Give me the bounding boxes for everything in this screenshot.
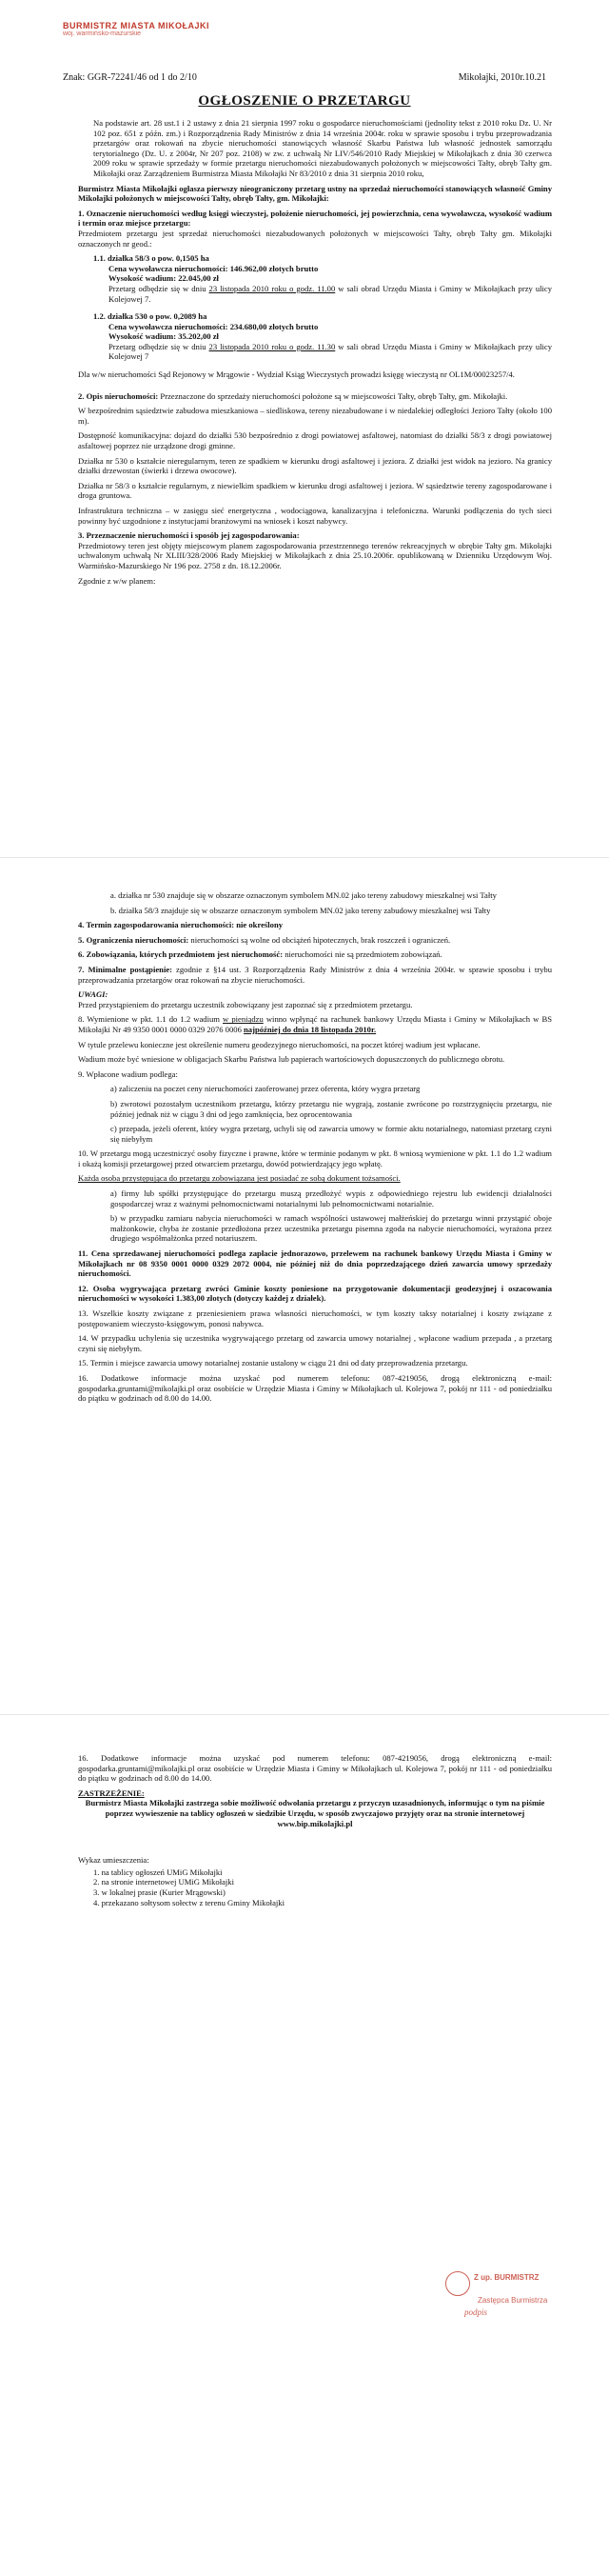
posting-list bbox=[78, 1867, 552, 1907]
announcement: Burmistrz Miasta Mikołajki ogłasza pierwszy nieograniczony przetarg ustny na sprzedaż nieruchomości stanowiących własność Gminy Mikołajki położonych w miejscowości Tałty, obręb Tałty, gm. Mikołajki: bbox=[78, 183, 552, 204]
section-9: 9. Wpłacone wadium podlega: bbox=[78, 1068, 178, 1079]
section-11: 11. Cena sprzedawanej nieruchomości podlega zapłacie jednorazowo, przelewem na rachunek bankowy Urzędu Miasta i Gminy w Mikołajkach nr 08 9350 0001 0000 0329 2072 0004, nie później niż do dnia poprzedzającego dzień zawarcia umowy sprzedaży nieruchomości. bbox=[78, 1248, 552, 1279]
parcel-1-2: 1.2. działka 530 o pow. 0,2089 ha Cena wywoławcza nieruchomości: 234.680,00 złotych brutto Wysokość wadium: 35.202,00 zł Przetarg odbędzie się w dniu 23 listopada 2010 roku o godz. 11.30 w sali obrad Urzędu Miasta i Gminy w Mikołajkach przy ulicy Kolejowej 7 bbox=[93, 311, 552, 362]
section-3-text: Przedmiotowy teren jest objęty miejscowym planem zagospodarowania przestrzennego terenów rekreacyjnych w obrębie Tałty gm. Mikołajki uchwalonym uchwałą Nr XLIII/328/2006 Rady Miejskiej w Mikołajkach z dnia 25.10.2006r. opublikowaną w Dzienniku Urzędowym Woj. Warmińsko-Mazurskiego Nr 196 poz. 2758 z dn. 18.12.2006r. bbox=[78, 540, 552, 570]
plan-item-b: b. działka 58/3 znajduje się w obszarze oznaczonym symbolem MN.02 jako tereny zabudowy mieszkalnej wsi Tałty bbox=[110, 905, 491, 915]
list-item: 4. przekazano sołtysom sołectw z terenu Gminy Mikołajki bbox=[93, 1897, 285, 1907]
page-2 bbox=[0, 857, 609, 1715]
section-10: 10. W przetargu mogą uczestniczyć osoby fizyczne i prawne, które w terminie podanym w pkt. 8 wniosą wymienione w pkt. 1.1 do 1.2 wadium i okażą komisji przetargowej przed otwarciem przetargu, dowód potwierdzający jego wpłatę. bbox=[78, 1148, 552, 1168]
land-register-note: Dla w/w nieruchomości Sąd Rejonowy w Mrągowie - Wydział Ksiąg Wieczystych prowadzi księgę wieczystą nr OL1M/00023257/4. bbox=[78, 369, 515, 380]
office-stamp: BURMISTRZ MIASTA MIKOŁAJKI woj. warmińsko-mazurskie bbox=[63, 21, 209, 37]
plan-item-a: a. działka nr 530 znajduje się w obszarze oznaczonym symbolem MN.02 jako tereny zabudowy mieszkalnej wsi Tałty bbox=[110, 890, 497, 900]
intro-paragraph: Na podstawie art. 28 ust.1 i 2 ustawy z dnia 21 sierpnia 1997 roku o gospodarce nieruchomościami (jednolity tekst z 2010 roku Dz. U. Nr 102 poz. 651 z późn. zm.) i Rozporządzenia Rady Ministrów z dnia 14 września 2004r. roku w sprawie sposobu i trybu przeprowadzania przetargów oraz rokowań na zbycie nieruchomości stanowiących własność Skarbu Państwa lub własność jednostek samorządu terytorialnego (Dz. U. z 2004r, Nr 207 poz. 2108) w zw. z uchwałą Nr LIV/546/2010 Rady Miejskiej w Mikołajkach z dnia 30 czerwca 2009 roku w sprawie sprzedaży w formie przetargu nieruchomości niezabudowanych położonych w miejscowości Tałty, obręb Tałty gm. Mikołajki oraz Zarządzeniem Burmistrza Miasta Mikołajki Nr 83/2010 z dnia 31 sierpnia 2010 roku, bbox=[93, 118, 552, 178]
section-1-heading: 1. Oznaczenie nieruchomości według księgi wieczystej, położenie nieruchomości, jej powierzchnia, cena wywoławcza, wysokość wadium i termin oraz miejsce przetargu: bbox=[78, 208, 552, 229]
section-15: 15. Termin i miejsce zawarcia umowy notarialnej zostanie ustalony w ciągu 21 dni od daty przeprowadzenia przetargu. bbox=[78, 1358, 468, 1368]
section-1-text: Przedmiotem przetargu jest sprzedaż nieruchomości niezabudowanych położonych w miejscowości Tałty, obręb Tałty gm. Mikołajki oznaczonych nr geod.: bbox=[78, 228, 552, 249]
reservation-heading: ZASTRZEŻENIE: bbox=[78, 1787, 145, 1798]
page-1-body: Na podstawie art. 28 ust.1 i 2 ustawy z dnia 21 sierpnia 1997 roku o gospodarce nieruchomościami (jednolity tekst z 2010 roku Dz. U. Nr 102 poz. 651 z późn. zm.) i Rozporządzenia Rady Ministrów z dnia 14 września 2004r. roku w sprawie sposobu i trybu przeprowadzania przetargów oraz rokowań na zbycie nieruchomości stanowiących własność Skarbu Państwa lub własność jednostek samorządu terytorialnego (Dz. U. z 2004r, Nr 207 poz. 2108) w zw. z uchwałą Nr LIV/546/2010 Rady Miejskiej w Mikołajkach z dnia 30 czerwca 2009 roku w sprawie sprzedaży w formie przetargu nieruchomości niezabudowanych położonych w miejscowości Tałty, obręb Tałty gm. Mikołajki oraz Zarządzeniem Burmistrza Miasta Mikołajki Nr 83/2010 z dnia 31 sierpnia 2010 roku, Burmistrz Miasta Mikołajki ogłasza pierwszy nieograniczony przetarg ustny na sprzedaż nieruchomości stanowiących własność Gminy Mikołajki położonych w miejscowości Tałty, obręb Tałty, gm. Mikołajki: 1. Oznaczenie nieruchomości według księgi wieczystej, położenie nieruchomości, jej powierzchnia, cena wywoławcza, wysokość wadium i termin oraz miejsce przetargu: Przedmiotem przetargu jest sprzedaż nieruchomości niezabudowanych położonych w miejscowości Tałty, obręb Tałty gm. Mikołajki oznaczonych nr geod.: 1.1. działka 58/3 o pow. 0,1505 ha Cena wywoławcza nieruchomości: 146.962,00 złotych brutto Wysokość wadium: 22.045,00 zł Przetarg odbędzie się w dniu 23 listopada 2010 roku o godz. 11.00 w sali obrad Urzędu Miasta i Gminy w Mikołajkach przy ulicy Kolejowej 7. 1.2. działka 530 o pow. 0,2089 ha Cena wywoławcza nieruchomości: 234.680,00 złotych brutto Wysokość wadium: 35.202,00 zł Przetarg odbędzie się w dniu 23 listopada 2010 roku o godz. 11.30 w sali obrad Urzędu Miasta i Gminy w Mikołajkach przy ulicy Kolejowej 7 Dla w/w nieruchomości Sąd Rejonowy w Mrągowie - Wydział Ksiąg Wieczystych prowadzi księgę wieczystą nr OL1M/00023257/4. 2. Opis nieruchomości: Przeznaczone do sprzedaży nieruchomości położone są w miejscowości Tałty, obręb Tałty, gm. Mikołajki. W bezpośrednim sąsiedztwie zabudowa mieszkaniowa – siedliskowa, tereny niezabudowane i w niedalekiej odległości Jezioro Tałty (około 100 m). Dostępność komunikacyjna: dojazd do działki 530 bezpośrednio z drogi powiatowej asfaltowej, natomiast do działki 58/3 z drogi powiatowej asfaltowej poprzez nie urządzone drogi gminne. Działka nr 530 o kształcie nieregularnym, teren ze spadkiem w kierunku drogi asfaltowej i jeziora. Z działki jest widok na jezioro. Na granicy działki drzewostan (świerki i drzewa owocowe). Działka nr 58/3 o kształcie regularnym, z niewielkim spadkiem w kierunku drogi asfaltowej i jeziora. W sąsiedztwie tereny zagospodarowane i droga gruntowa. Infrastruktura techniczna – w zasięgu sieć energetyczna , wodociągowa, kanalizacyjna i telefoniczna. Warunki podłączenia do tych sieci powinny być uzgodnione z instytucjami branżowymi na wniosek i koszt nabywcy. 3. Przeznaczenie nieruchomości i sposób jej zagospodarowania: Przedmiotowy teren jest objęty miejscowym planem zagospodarowania przestrzennego terenów rekreacyjnych w obrębie Tałty gm. Mikołajki uchwalonym uchwałą Nr XLIII/328/2006 Rady Miejskiej w Mikołajkach z dnia 25.10.2006r. opublikowaną w Dzienniku Urzędowym Woj. Warmińsko-Mazurskiego Nr 196 poz. 2758 z dn. 18.12.2006r. Zgodnie z w/w planem: bbox=[78, 118, 552, 586]
page-1 bbox=[0, 0, 609, 857]
section-6: 6. Zobowiązania, których przedmiotem jest nieruchomość: nieruchomości nie są przedmiotem zobowiązań. bbox=[78, 949, 442, 960]
section-7: 7. Minimalne postąpienie: zgodnie z §14 ust. 3 Rozporządzenia Rady Ministrów z dnia 4 września 2004r. w sprawie sposobu i trybu przeprowadzania przetargów oraz rokowań na zbycie nieruchomości. bbox=[78, 964, 552, 985]
seal-icon bbox=[445, 2271, 470, 2296]
list-item: 3. w lokalnej prasie (Kurier Mrągowski) bbox=[93, 1887, 226, 1897]
section-14: 14. W przypadku uchylenia się uczestnika wygrywającego przetarg od zawarcia umowy notarialnej , wpłacone wadium przepada , a przetarg czyni się niebyłym. bbox=[78, 1333, 552, 1353]
page-3 bbox=[0, 1714, 609, 2576]
document-sign-number: Znak: GGR-72241/46 od 1 do 2/10 bbox=[63, 72, 197, 83]
section-16: 16. Dodatkowe informacje można uzyskać pod numerem telefonu: 087-4219056, drogą elektroniczną e-mail: gospodarka.gruntami@mikolajki.pl oraz osobiście w Urzędzie Miasta i Gminy w Mikołajkach ul. Kolejowa 7, pokój nr 111 - od poniedziałku do piątku w godzinach od 8.00 do 14.00. bbox=[78, 1372, 552, 1404]
posting-list-heading: Wykaz umieszczenia: bbox=[78, 1855, 149, 1866]
reservation-text: Burmistrz Miasta Mikołajki zastrzega sobie możliwość odwołania przetargu z przyczyn uzasadnionych, informując o tym na piśmie poprzez wywieszenie na tablicy ogłoszeń w siedzibie Urzędu, w sposób zwyczajowo przyjęty oraz na stronie internetowej www.bip.mikolajki.pl bbox=[85, 1798, 545, 1828]
section-3-heading: 3. Przeznaczenie nieruchomości i sposób jej zagospodarowania: bbox=[78, 530, 300, 541]
uwagi-heading: UWAGI: bbox=[78, 989, 108, 1000]
page-title: OGŁOSZENIE O PRZETARGU bbox=[198, 93, 411, 109]
signature-stamp: Z up. BURMISTRZ Zastępca Burmistrza podpis bbox=[445, 2271, 550, 2328]
contact-info: 16. Dodatkowe informacje można uzyskać pod numerem telefonu: 087-4219056, drogą elektroniczną e-mail: gospodarka.gruntami@mikolajki.pl oraz osobiście w Urzędzie Miasta i Gminy w Mikołajkach ul. Kolejowa 7, pokój nr 111 - od poniedziałku do piątku w godzinach od 8.00 do 14.00. bbox=[78, 1753, 552, 1784]
place-date: Mikołajki, 2010r.10.21 bbox=[458, 72, 546, 83]
section-13: 13. Wszelkie koszty związane z przeniesieniem prawa własności nieruchomości, w tym koszty taksy notarialnej i koszty związane z postępowaniem wieczysto-księgowym, ponosi nabywca. bbox=[78, 1308, 552, 1328]
page-2-body: a. działka nr 530 znajduje się w obszarze oznaczonym symbolem MN.02 jako tereny zabudowy mieszkalnej wsi Tałty b. działka 58/3 znajduje się w obszarze oznaczonym symbolem MN.02 jako tereny zabudowy mieszkalnej wsi Tałty 4. Termin zagospodarowania nieruchomości: nie określony 5. Ograniczenia nieruchomości: nieruchomości są wolne od obciążeń hipotecznych, brak roszczeń i ograniczeń. 6. Zobowiązania, których przedmiotem jest nieruchomość: nieruchomości nie są przedmiotem zobowiązań. 7. Minimalne postąpienie: zgodnie z §14 ust. 3 Rozporządzenia Rady Ministrów z dnia 4 września 2004r. w sprawie sposobu i trybu przeprowadzania przetargów oraz rokowań na zbycie nieruchomości. UWAGI: Przed przystąpieniem do przetargu uczestnik zobowiązany jest zapoznać się z przedmiotem przetargu. 8. Wymienione w pkt. 1.1 do 1.2 wadium w pieniądzu winno wpłynąć na rachunek bankowy Urzędu Miasta i Gminy w Mikołajkach w BS Mikołajki Nr 49 9350 0001 0000 0329 2076 0006 najpóźniej do dnia 18 listopada 2010r. W tytule przelewu konieczne jest określenie numeru geodezyjnego nieruchomości, na poczet której wadium jest wpłacane. Wadium może być wniesione w obligacjach Skarbu Państwa lub papierach wartościowych dopuszczonych do publicznego obrotu. 9. Wpłacone wadium podlega: a) zaliczeniu na poczet ceny nieruchomości zaoferowanej przez oferenta, który wygra przetarg b) zwrotowi pozostałym uczestnikom przetargu, którzy przetargu nie wygrają, zostanie zwrócone po rozstrzygnięciu przetargu, nie później jednak niż w ciągu 3 dni od jego zamknięcia, bez oprocentowania c) przepada, jeżeli oferent, który wygra przetarg, uchyli się od zawarcia umowy w formie aktu notarialnego, natomiast przetarg czyni się niebyłym 10. W przetargu mogą uczestniczyć osoby fizyczne i prawne, które w terminie podanym w pkt. 8 wniosą wymienione w pkt. 1.1 do 1.2 wadium i okażą komisji przetargowej przed otwarciem przetargu, dowód potwierdzający jego wpłatę. Każda osoba przystępująca do przetargu zobowiązana jest posiadać ze sobą dokument tożsamości. a) firmy lub spółki przystępujące do przetargu muszą przedłożyć wypis z odpowiedniego rejestru lub ewidencji działalności gospodarczej wraz z ważnymi pełnomocnictwami notarialnymi lub pełnomocnictwami notarialnie. b) w przypadku zamiaru nabycia nieruchomości w ramach wspólności ustawowej małżeńskiej do przetargu winni przystąpić oboje małżonkowie, chyba że zostanie przedłożona przez uczestnika przetargu pisemna zgoda na nabycie nieruchomości, wyrażona przez drugiego współmałżonka przed notariuszem. 11. Cena sprzedawanej nieruchomości podlega zapłacie jednorazowo, przelewem na rachunek bankowy Urzędu Miasta i Gminy w Mikołajkach nr 08 9350 0001 0000 0329 2072 0004, nie później niż do dnia poprzedzającego dzień zawarcia umowy sprzedaży nieruchomości. 12. Osoba wygrywająca przetarg zwróci Gminie koszty poniesione na przygotowanie dokumentacji geodezyjnej i oszacowania nieruchomości w wysokości 1.383,00 złotych (dotyczy każdej z działek). 13. Wszelkie koszty związane z przeniesieniem prawa własności nieruchomości, w tym koszty taksy notarialnej i koszty związane z postępowaniem wieczysto-księgowym, ponosi nabywca. 14. W przypadku uchylenia się uczestnika wygrywającego przetarg od zawarcia umowy notarialnej , wpłacone wadium przepada , a przetarg czyni się niebyłym. 15. Termin i miejsce zawarcia umowy notarialnej zostanie ustalony w ciągu 21 dni od daty przeprowadzenia przetargu. 16. Dodatkowe informacje można uzyskać pod numerem telefonu: 087-4219056, drogą elektroniczną e-mail: gospodarka.gruntami@mikolajki.pl oraz osobiście w Urzędzie Miasta i Gminy w Mikołajkach ul. Kolejowa 7, pokój nr 111 - od poniedziałku do piątku w godzinach od 8.00 do 14.00. bbox=[78, 890, 552, 1404]
list-item: 2. na stronie internetowej UMiG Mikołajki bbox=[93, 1877, 234, 1887]
section-8: 8. Wymienione w pkt. 1.1 do 1.2 wadium w pieniądzu winno wpłynąć na rachunek bankowy Urzędu Miasta i Gminy w Mikołajkach w BS Mikołajki Nr 49 9350 0001 0000 0329 2076 0006 najpóźniej do dnia 18 listopada 2010r. bbox=[78, 1014, 552, 1034]
section-5: 5. Ograniczenia nieruchomości: nieruchomości są wolne od obciążeń hipotecznych, brak roszczeń i ograniczeń. bbox=[78, 934, 451, 945]
section-4: 4. Termin zagospodarowania nieruchomości: nie określony bbox=[78, 920, 284, 930]
parcel-1-1: 1.1. działka 58/3 o pow. 0,1505 ha Cena wywoławcza nieruchomości: 146.962,00 złotych brutto Wysokość wadium: 22.045,00 zł Przetarg odbędzie się w dniu 23 listopada 2010 roku o godz. 11.00 w sali obrad Urzędu Miasta i Gminy w Mikołajkach przy ulicy Kolejowej 7. bbox=[93, 253, 552, 304]
section-12: 12. Osoba wygrywająca przetarg zwróci Gminie koszty poniesione na przygotowanie dokumentacji geodezyjnej i oszacowania nieruchomości w wysokości 1.383,00 złotych (dotyczy każdej z działek). bbox=[78, 1283, 552, 1304]
list-item: 1. na tablicy ogłoszeń UMiG Mikołajki bbox=[93, 1867, 223, 1877]
section-2: 2. Opis nieruchomości: Przeznaczone do sprzedaży nieruchomości położone są w miejscowości Tałty, obręb Tałty, gm. Mikołajki. bbox=[78, 390, 508, 401]
page-3-body bbox=[78, 1753, 552, 1907]
